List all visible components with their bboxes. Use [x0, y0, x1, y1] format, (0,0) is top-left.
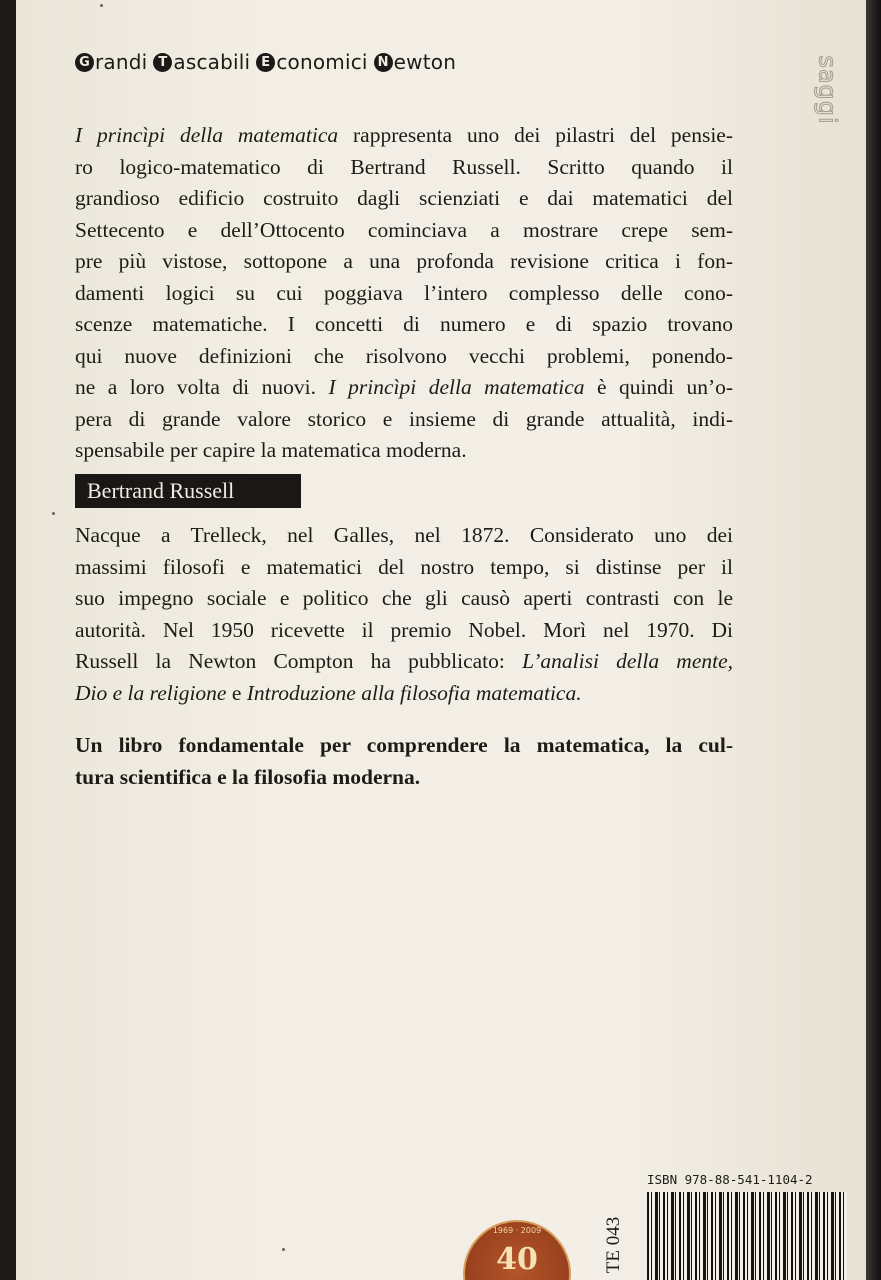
barcode — [647, 1192, 847, 1280]
speck — [282, 1248, 285, 1251]
series-word-newton — [374, 50, 456, 74]
book-title-italic: Dio e la religione — [75, 680, 227, 705]
book-title-italic: Introduzione alla filosofia matematica. — [246, 680, 582, 705]
description-line: qui nuove definizioni che risolvono vecchi problemi, ponendo- — [75, 343, 733, 368]
collection-side-label — [808, 40, 848, 140]
description-line: pre più vistose, sottopone a una profonda revisione critica i fon- — [75, 249, 733, 273]
badge-number: 40 — [496, 1242, 538, 1277]
tagline — [75, 729, 733, 793]
description-line: ro logico-matematico di Bertrand Russell. Scritto quando il — [75, 154, 733, 179]
isbn-number: ISBN 978-88-541-1104-2 — [647, 1172, 813, 1187]
description-line: Settecento e dell’Ottocento cominciava a mostrare crepe sem- — [75, 217, 733, 242]
bio-line: autorità. Nel 1950 ricevette il premio Nobel. Morì nel 1970. Di — [75, 617, 733, 642]
series-initial-circle: G — [75, 53, 94, 72]
speck — [100, 4, 103, 7]
book-title-italic: I princìpi della matematica — [328, 375, 585, 399]
series-title — [75, 50, 462, 74]
cover-edge-shadow — [866, 0, 881, 1280]
series-word-text: ascabili — [173, 50, 251, 74]
catalog-code — [584, 1215, 644, 1275]
series-word-text: randi — [95, 50, 148, 74]
collection-side-label-text: saggi — [814, 55, 843, 125]
book-back-cover — [16, 0, 866, 1280]
speck — [52, 512, 55, 515]
bio-text: Russell la Newton Compton ha pubblicato: — [75, 649, 505, 673]
description-text: ne a loro volta di nuovi. — [75, 375, 316, 399]
description-line: spensabile per capire la matematica moderna. — [75, 438, 467, 462]
description-text: è quindi un’o- — [597, 375, 734, 399]
book-title-italic: I princìpi della matematica — [75, 123, 339, 147]
badge-years: 1969 · 2009 — [492, 1226, 542, 1235]
bio-line — [75, 678, 733, 710]
description-line: grandioso edificio costruito dagli scienziati e dai matematici del — [75, 186, 733, 210]
series-word-tascabili — [153, 50, 250, 74]
book-title-italic: L’analisi della mente, — [522, 649, 734, 673]
series-initial-circle: T — [153, 53, 172, 72]
book-description — [75, 120, 733, 467]
author-name-label: Bertrand Russell — [75, 474, 301, 508]
tagline-line: Un libro fondamentale per comprendere la matematica, la cul- — [75, 733, 733, 757]
series-word-text: conomici — [276, 50, 368, 74]
catalog-code-text: TE 043 — [603, 1216, 624, 1274]
bio-line: massimi filosofi e matematici del nostro tempo, si distinse per il — [75, 554, 733, 579]
description-line — [75, 120, 733, 152]
description-line: scenze matematiche. I concetti di numero e di spazio trovano — [75, 312, 733, 336]
anniversary-badge — [463, 1220, 571, 1280]
description-text: rappresenta uno dei pilastri del pensie- — [353, 123, 733, 147]
description-line: damenti logici su cui poggiava l’intero complesso delle cono- — [75, 280, 733, 305]
series-word-grandi — [75, 50, 147, 74]
tagline-line: tura scientifica e la filosofia moderna. — [75, 765, 421, 789]
description-line: pera di grande valore storico e insieme di grande attualità, indi- — [75, 406, 733, 431]
series-initial-circle: N — [374, 53, 393, 72]
series-word-economici — [256, 50, 367, 74]
series-word-text: ewton — [393, 50, 457, 74]
description-line — [75, 372, 733, 404]
bio-line: suo impegno sociale e politico che gli causò aperti contrasti con le — [75, 586, 733, 610]
author-bio — [75, 520, 733, 709]
bio-line — [75, 646, 733, 678]
bio-text: e — [231, 680, 242, 705]
series-initial-circle: E — [256, 53, 275, 72]
bio-line: Nacque a Trelleck, nel Galles, nel 1872. Considerato uno dei — [75, 523, 733, 547]
